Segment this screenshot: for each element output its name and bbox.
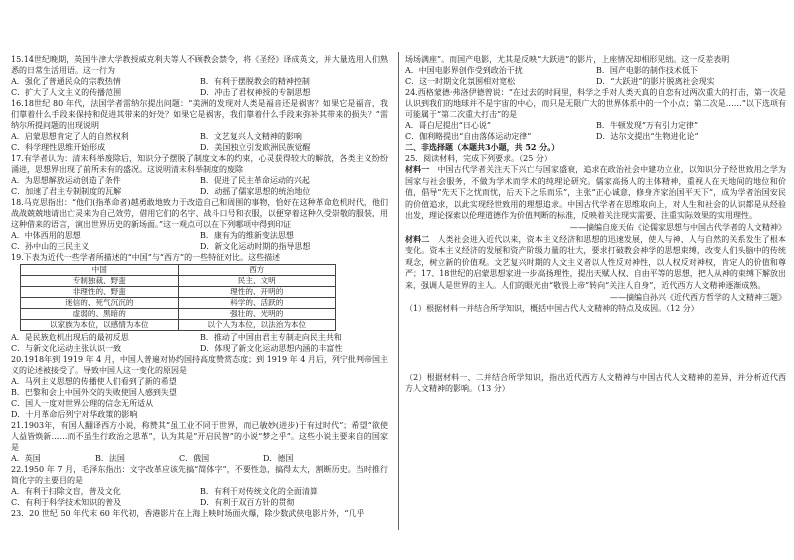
material-source: ——摘编自庞天佑《论儒家思想与中国古代学者的人文精神》 bbox=[570, 222, 786, 232]
option-b: B．法国 bbox=[95, 454, 125, 463]
question-stem: 16.18世纪 80 年代，法国学者雷纳尔提出问题：“美洲的发现对人类是福音还是祸害？如果它是福音，我们靠着什么手段来保持和促进其带来的好处？如果它是祸害，我们靠着什么手段来弥补其带来的损失？”雷纳尔所提问题的出现说明 bbox=[11, 99, 388, 130]
options bbox=[11, 76, 388, 98]
sub-question-2: （2）根据材料一、二并结合所学知识，指出近代西方人文精神与中国古代人文精神的差异，并分析近代西方人文精神的影响。（13 分） bbox=[405, 373, 786, 394]
table-header-row bbox=[21, 265, 336, 276]
column-divider bbox=[398, 52, 399, 530]
option-a: A．中体西用的思想 bbox=[11, 231, 81, 240]
option-d: D．有利于双百方针的贯彻 bbox=[200, 498, 295, 507]
table-cell: 以个人为本位，以法治为本位 bbox=[178, 320, 336, 331]
table-header-china: 中国 bbox=[21, 265, 179, 276]
option-d: D．新文化运动时期的指导思想 bbox=[200, 242, 311, 251]
question-stem: 20.1918年到 1919 年 4 月，中国人普遍对协约国持高度赞赏态度；到 1919 年 4 月后，列宁批判帝国主义的论述被接受了。导致中国人这一变化的原因是 bbox=[11, 355, 388, 375]
material-source: ——摘编自孙兴《近代西方哲学的人文精神三题》 bbox=[610, 292, 786, 302]
question-stem: 21.1903年，有国人翻译西方小说，称赞其“虽工业不同于世界，而已敏妙(进步)于有过时代”；希望“欲使人益皆焕新……而不虽生行政治之思革”，认为其是“开启民智”的小说“梦之乎”。这些小说主要来自的国家是 bbox=[11, 421, 388, 452]
option-a: A．强化了普通民众的宗教热情 bbox=[11, 77, 121, 86]
option-a: A．为思想解放运动创造了条件 bbox=[11, 176, 121, 185]
right-column bbox=[405, 54, 786, 530]
table-cell: 理性的、开明的 bbox=[178, 287, 336, 298]
option-c: C．加速了君主专制制度的瓦解 bbox=[11, 187, 122, 196]
option-c: C．有利于科学技术知识的普及 bbox=[11, 498, 122, 507]
options bbox=[11, 131, 388, 153]
question-22 bbox=[11, 464, 388, 508]
question-stem: 23．20 世纪 50 年代末 60 年代初，香港影片在上海上映时场面火爆，除少数武侠电影片外，“几乎 bbox=[11, 509, 365, 518]
table-row bbox=[21, 320, 336, 331]
table-cell: 强壮的、光明的 bbox=[178, 309, 336, 320]
option-c: C．伽利略提出“自由落体运动定律” bbox=[405, 132, 532, 141]
material-body: 人类社会进入近代以来，资本主义经济和思想的迅速发展，使人与神、人与自然的关系发生了根本变化。资本主义经济的发展和资产阶级力量的壮大，要求打破教会神学的思想束缚，改变人们头脑中的传统观念，树立新的价值观。文艺复兴时期的人文主义者以人性反对神性，以人权反对神权，肯定人的价值和尊严；17、18世纪的启蒙思想家进一步高扬理性，提出天赋人权、自由平等的思想，把人从神的束缚下解放出来，强调人是世界的主人。人们的眼光由“敬畏上帝”转向“关注人自身”，近代西方人文精神逐渐成熟。 bbox=[405, 234, 786, 290]
table-cell: 科学的、活跃的 bbox=[178, 298, 336, 309]
options bbox=[11, 230, 388, 252]
table-cell: 虚弱的、黑暗的 bbox=[21, 309, 179, 320]
material-2 bbox=[405, 234, 786, 304]
option-b: B．巴黎和会上中国外交的失败使国人感到失望 bbox=[11, 388, 177, 397]
option-d: D．体现了新文化运动思想内涵的丰富性 bbox=[200, 344, 343, 353]
table-row bbox=[21, 298, 336, 309]
option-d: D．动摇了儒家思想的统治地位 bbox=[200, 187, 311, 196]
table-cell: 非理性的、野蛮 bbox=[21, 287, 179, 298]
options bbox=[11, 376, 388, 420]
options bbox=[11, 453, 388, 464]
material-text bbox=[405, 234, 786, 292]
question-16 bbox=[11, 98, 388, 153]
options bbox=[405, 65, 786, 87]
left-column bbox=[11, 54, 388, 530]
options bbox=[405, 120, 786, 142]
table-cell: 民主、文明 bbox=[178, 276, 336, 287]
option-b: B．有利于对传统文化的全面清算 bbox=[200, 487, 318, 496]
option-b: B．国产电影的制作技术低下 bbox=[596, 66, 698, 75]
question-stem: 15.14世纪晚期，英国牛津大学教授威克利夫等人不顾教会禁令，将《圣经》译成英文，并大量选用人们熟悉的日常生活用语。这一行为 bbox=[11, 55, 388, 75]
question-15 bbox=[11, 54, 388, 98]
table-cell: 以家族为本位，以感情为本位 bbox=[21, 320, 179, 331]
option-a: A．有利于扫除文盲，普及文化 bbox=[11, 487, 121, 496]
options bbox=[11, 486, 388, 508]
options bbox=[11, 175, 388, 197]
material-label: 材料二 bbox=[405, 233, 438, 244]
option-a: A．马列主义思想的传播使人们看到了新的希望 bbox=[11, 377, 177, 386]
table-row bbox=[21, 309, 336, 320]
option-a: A．中国电影界创作受到政治干扰 bbox=[405, 66, 523, 75]
option-c: C．科学理性思维开始形成 bbox=[11, 143, 106, 152]
table-row bbox=[21, 276, 336, 287]
question-24 bbox=[405, 87, 786, 142]
option-c: C．扩大了人文主义的传播范围 bbox=[11, 88, 122, 97]
option-b: B．有利于摆脱教会的精神控制 bbox=[200, 77, 310, 86]
option-b: B．促进了民主革命运动的兴起 bbox=[200, 176, 310, 185]
section-heading: 二、非选择题（本题共3小题，共 52 分。） bbox=[405, 142, 560, 152]
option-c: C．与新文化运动主张认识一致 bbox=[11, 344, 122, 353]
question-17 bbox=[11, 153, 388, 197]
option-c: C．国人一度对世界公理的信念无所适从 bbox=[11, 399, 154, 408]
table-cell: 专制独裁、野蛮 bbox=[21, 276, 179, 287]
option-d: D．德国 bbox=[263, 454, 294, 463]
question-stem: 24.西格蒙德·弗洛伊德曾说：“在过去的时间里，科学之手对人类天真的自恋有过两次重大的打击，第一次是认识到我们的地球并不是宇宙的中心，而只是无限广大的世界体系中的一个小点；第二次是……”以下选项有可能属于“第二次重大打击”的是 bbox=[405, 88, 786, 119]
option-c: C．俄国 bbox=[179, 454, 210, 463]
option-d: D．达尔文提出“生物进化论” bbox=[596, 132, 699, 141]
option-a: A．英国 bbox=[11, 454, 41, 463]
question-stem: 18.马克思指出：“他们(指革命者)越勇敢地致力于改造自己和周围的事物，恰好在这种革命危机时代，他们战战兢兢地请出亡灵来为自己效劳，借用它们的名字、战斗口号和衣服，以便穿着这种久受崇敬的服装，用这种借来的语言，演出世界历史的新场面。”这一观点可以在下列哪项中得到印证 bbox=[11, 198, 388, 229]
option-b: B．康有为的维新变法思想 bbox=[200, 231, 294, 240]
question-19 bbox=[11, 252, 388, 354]
table-header-west: 西方 bbox=[178, 265, 336, 276]
option-d: D．美国独立引发欧洲民族觉醒 bbox=[200, 143, 311, 152]
question-18 bbox=[11, 197, 388, 252]
question-21 bbox=[11, 420, 388, 464]
table-row bbox=[21, 287, 336, 298]
question-20 bbox=[11, 354, 388, 420]
option-a: A．启蒙思想肯定了人的自然权利 bbox=[11, 132, 129, 141]
option-d: D．冲击了君权神授的专制思想 bbox=[200, 88, 311, 97]
sub-question-1: （1）根据材料一并结合所学知识，概括中国古代人文精神的特点及成因。（12 分） bbox=[405, 304, 699, 314]
material-body: 中国古代学者关注天下兴亡与国家盛衰，追求在政治社会中建功立业，以知识分子经世致用之学为国家与社会服务，不做为学术而学术的纯理论研究。儒家高扬人的主体精神，重视人在天地间的地位和价值，倡导“先天下之忧而忧，后天下之乐而乐”，主张“正心诚意，修身齐家治国平天下”，成为学者治国安民的价值追求，以此实现经世致用的理想追求。中国古代学者在思维取向上，对人生和社会的认识都是从经验出发，理论探索以伦理道德作为价值判断的标准，反映着关注现实需要、注重实际效果的实用理性。 bbox=[405, 165, 786, 221]
comparison-table bbox=[20, 264, 336, 331]
option-b: B．牛顿发现“万有引力定律” bbox=[596, 121, 699, 130]
question-stem: 17.有学者认为：清末科举废除后，知识分子摆脱了制度文本的约束，心灵获得较大的解放，各类主义纷纷涌进，思想界出现了前所未有的盛况。这说明清末科举制度的废除 bbox=[11, 154, 388, 174]
question-23-continued bbox=[405, 54, 786, 87]
options bbox=[11, 332, 388, 354]
material-1 bbox=[405, 164, 786, 234]
option-b: B．推动了中国由君主专制走向民主共和 bbox=[200, 333, 342, 342]
question-stem: 22.1950 年 7 月，毛泽东指出：文字改革应该先搞“简体字”，不要性急，搞得太大，割断历史。当时推行简化字的主要目的是 bbox=[11, 465, 388, 485]
option-c: C．孙中山的三民主义 bbox=[11, 242, 90, 251]
question-stem: 场场满座”。而国产电影，尤其是反映“大跃进”的影片，上座情况却相形见绌。这一反差表明 bbox=[405, 55, 730, 64]
question-23-start bbox=[11, 508, 388, 519]
material-text bbox=[405, 164, 786, 222]
question-stem: 19.下表为近代一些学者所描述的“中国”与“西方”的一些特征对比。这些描述 bbox=[11, 253, 281, 262]
material-label: 材料一 bbox=[405, 164, 438, 174]
question-25-intro: 25．阅读材料，完成下列要求。（25 分） bbox=[405, 154, 552, 163]
answer-space bbox=[405, 314, 786, 372]
option-b: B．文艺复兴人文精神的影响 bbox=[200, 132, 302, 141]
option-d: D．十月革命后列宁对华政策的影响 bbox=[11, 410, 138, 419]
option-a: A．哥白尼提出“日心说” bbox=[405, 121, 491, 130]
option-d: D．“大跃进”的影片脱离社会现实 bbox=[596, 77, 715, 86]
option-c: C．这一时期文化氛围相对宽松 bbox=[405, 77, 516, 86]
table-cell: 迷信的、死气沉沉的 bbox=[21, 298, 179, 309]
option-a: A．是民族危机出现后的最初反思 bbox=[11, 333, 129, 342]
